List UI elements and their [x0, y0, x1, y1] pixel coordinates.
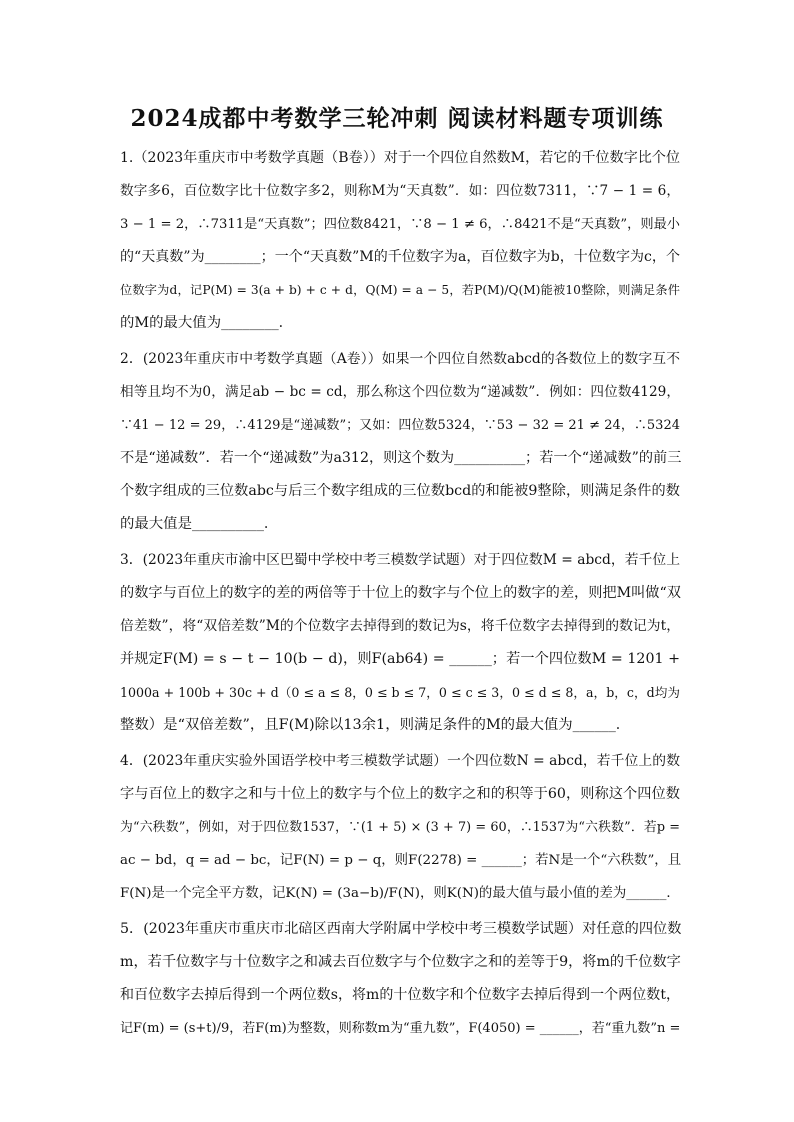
- question-line: 的“天真数”为________；一个“天真数”M的千位数字为a，百位数字为b，十位数字为c，个: [120, 249, 680, 265]
- question-line: 1000a + 100b + 30c + d（0 ≤ a ≤ 8，0 ≤ b ≤ 7，0 ≤ c ≤ 3，0 ≤ d ≤ 8，a，b，c，d均为: [120, 685, 680, 700]
- question-line: 相等且均不为0，满足ab − bc = cd，那么称这个四位数为“递减数”．例如：四位数4129，: [120, 384, 680, 400]
- question-line: 记F(m) = (s+t)/9，若F(m)为整数，则称数m为“重九数”，F(4050) = ______，若“重九数”n =: [120, 1021, 681, 1036]
- question-line: m，若千位数字与十位数字之和减去百位数字与个位数字之和的差等于9，将m的千位数字: [120, 954, 681, 970]
- question-4: [120, 745, 680, 910]
- question-line: 的最大值是__________．: [120, 516, 279, 532]
- question-list: [120, 142, 680, 1045]
- question-2: [120, 343, 680, 541]
- document-title: 2024成都中考数学三轮冲刺 阅读材料题专项训练: [130, 105, 664, 132]
- question-line: 为“六秩数”，例如，对于四位数1537，∵(1 + 5) × (3 + 7) = 60，∴1537为“六秩数”．若p =: [120, 820, 680, 835]
- question-line: 不是“递减数”．若一个“递减数”为a312，则这个数为__________；若一个“递减数”的前三: [120, 450, 682, 466]
- question-line: 和百位数字去掉后得到一个两位数s，将m的十位数字和个位数字去掉后得到一个两位数t，: [120, 987, 680, 1003]
- question-line: 5．(2023年重庆市重庆市北碚区西南大学附属中学校中考三模数学试题）对任意的四位数: [120, 921, 682, 937]
- question-5: [120, 913, 680, 1045]
- question-line: ∵41 − 12 = 29，∴4129是“递减数”；又如：四位数5324，∵53 − 32 = 21 ≠ 24，∴5324: [120, 418, 680, 433]
- question-line: 的数字与百位上的数字的差的两倍等于十位上的数字与个位上的数字的差，则把M叫做“双: [120, 585, 681, 601]
- question-line: 倍差数”，将“双倍差数”M的个位数字去掉得到的数记为s，将千位数字去掉得到的数记为t，: [120, 618, 680, 634]
- question-line: 整数）是“双倍差数”，且F(M)除以13余1，则满足条件的M的最大值为______．: [120, 717, 631, 733]
- question-line: 数字多6，百位数字比十位数字多2，则称M为“天真数”．如：四位数7311，∵7 − 1 = 6，: [120, 183, 680, 199]
- question-line: 并规定F(M) = s − t − 10(b − d)，则F(ab64) = ______；若一个四位数M = 1201 +: [120, 651, 680, 667]
- question-line: F(N)是一个完全平方数，记K(N) = (3a−b)/F(N)，则K(N)的最大值与最小值的差为______．: [120, 886, 680, 901]
- question-line: 3．(2023年重庆市渝中区巴蜀中学校中考三模数学试题）对于四位数M = abcd，若千位上: [120, 552, 680, 568]
- question-1: [120, 142, 680, 340]
- question-line: 1.（2023年重庆市中考数学真题（B卷））对于一个四位自然数M，若它的千位数字比个位: [120, 150, 680, 166]
- question-line: 字与百位上的数字之和与十位上的数字与个位上的数字之和的积等于60，则称这个四位数: [120, 786, 680, 802]
- question-line: 的M的最大值为________．: [120, 315, 294, 331]
- question-line: 2．(2023年重庆市中考数学真题（A卷））如果一个四位自然数abcd的各数位上的数字互不: [120, 351, 680, 367]
- question-line: ac − bd，q = ad − bc，记F(N) = p − q，则F(2278) = ______；若N是一个“六秩数”，且: [120, 853, 682, 868]
- question-line: 3 − 1 = 2，∴7311是“天真数”；四位数8421，∵8 − 1 ≠ 6，∴8421不是“天真数”，则最小: [120, 217, 680, 232]
- question-line: 个数字组成的三位数abc与后三个数字组成的三位数bcd的和能被9整除，则满足条件的数: [120, 483, 680, 499]
- question-line: 4．(2023年重庆实验外国语学校中考三模数学试题）一个四位数N = abcd，若千位上的数: [120, 753, 680, 769]
- question-line: 位数字为d，记P(M) = 3(a + b) + c + d，Q(M) = a − 5，若P(M)/Q(M)能被10整除，则满足条件: [120, 283, 680, 297]
- question-3: [120, 544, 680, 742]
